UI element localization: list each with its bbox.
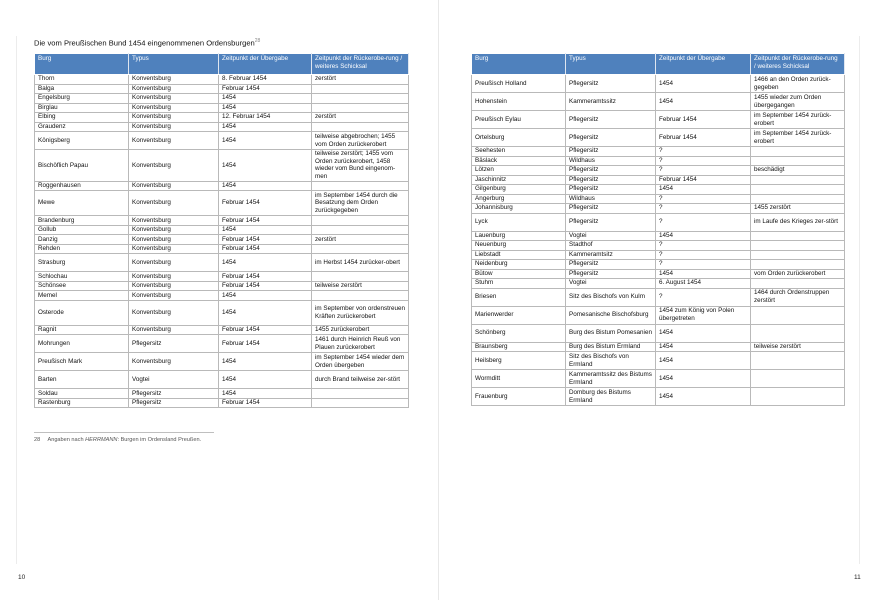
cell-typus: Konventsburg [129,84,219,94]
table-row [35,371,409,389]
cell-typus: Vogtei [566,231,656,241]
cell-burg: Preußisch Holland [472,75,566,93]
cell-schicksal: 1455 wieder zum Orden übergegangen [751,93,845,111]
cell-schicksal: im Herbst 1454 zurücker-obert [312,254,409,272]
cell-schicksal [312,103,409,113]
cell-typus: Konventsburg [129,272,219,282]
cell-uebergabe: 1454 [219,389,312,399]
table-row [472,342,845,352]
cell-uebergabe: 1454 [656,75,751,93]
table-row [35,254,409,272]
cell-uebergabe: Februar 1454 [656,111,751,129]
table-row [35,113,409,123]
cell-burg: Balga [35,84,129,94]
cell-uebergabe: 1454 [656,352,751,370]
cell-burg: Briesen [472,288,566,306]
cell-uebergabe: 1454 [219,122,312,132]
table-row [35,181,409,191]
cell-schicksal [751,156,845,166]
cell-schicksal: durch Brand teilweise zer-stört [312,371,409,389]
table-row [472,166,845,176]
cell-uebergabe: ? [656,166,751,176]
cell-typus: Kammeramtsitz [566,250,656,260]
cell-burg: Osterode [35,300,129,325]
cell-schicksal [312,225,409,235]
cell-uebergabe: ? [656,194,751,204]
cell-schicksal [312,291,409,301]
cell-burg: Bäslack [472,156,566,166]
cell-schicksal [751,147,845,157]
cell-typus: Konventsburg [129,325,219,335]
cell-typus: Pflegersitz [566,269,656,279]
table-row [472,204,845,214]
header-burg: Burg [472,54,566,75]
cell-typus: Konventsburg [129,216,219,226]
cell-typus: Konventsburg [129,181,219,191]
cell-uebergabe: 1454 [656,185,751,195]
cell-typus: Pflegersitz [129,398,219,408]
cell-burg: Gollub [35,225,129,235]
cell-typus: Kammeramtssitz [566,93,656,111]
cell-burg: Barten [35,371,129,389]
cell-typus: Pflegersitz [129,335,219,353]
cell-typus: Pflegersitz [566,129,656,147]
cell-schicksal: im Laufe des Krieges zer-stört [751,213,845,231]
table-row [472,250,845,260]
cell-uebergabe: Februar 1454 [219,244,312,254]
cell-uebergabe: 6. August 1454 [656,279,751,289]
cell-schicksal: 1455 zerstört [751,204,845,214]
cell-burg: Johannisburg [472,204,566,214]
cell-uebergabe: Februar 1454 [219,335,312,353]
cell-uebergabe: 1454 [219,132,312,150]
table-row [472,129,845,147]
cell-schicksal: zerstört [312,113,409,123]
cell-uebergabe: ? [656,250,751,260]
table-row [35,132,409,150]
cell-uebergabe: 1454 [219,371,312,389]
cell-schicksal [751,306,845,324]
header-typus: Typus [129,54,219,75]
table-row [472,185,845,195]
table-row [35,244,409,254]
cell-schicksal [312,272,409,282]
table-row [35,150,409,182]
cell-burg: Schlochau [35,272,129,282]
cell-typus: Konventsburg [129,75,219,85]
cell-schicksal: im September 1454 wieder dem Orden übergeben [312,353,409,371]
table-row [35,122,409,132]
cell-uebergabe: ? [656,288,751,306]
table-row [472,260,845,270]
cell-typus: Pflegersitz [566,204,656,214]
cell-uebergabe: Februar 1454 [219,84,312,94]
header-typus: Typus [566,54,656,75]
footnote-rule [34,432,214,433]
cell-uebergabe: 8. Februar 1454 [219,75,312,85]
cell-uebergabe: 1454 [219,353,312,371]
cell-burg: Liebstadt [472,250,566,260]
cell-uebergabe: 1454 [219,181,312,191]
cell-burg: Thorn [35,75,129,85]
footnote [34,437,201,443]
table-row [472,175,845,185]
cell-typus: Wildhaus [566,156,656,166]
cell-schicksal [312,244,409,254]
cell-typus: Pomesanische Bischofsburg [566,306,656,324]
cell-typus: Konventsburg [129,132,219,150]
page-number-right: 11 [854,574,861,581]
cell-typus: Konventsburg [129,113,219,123]
header-burg: Burg [35,54,129,75]
cell-burg: Lötzen [472,166,566,176]
cell-burg: Lauenburg [472,231,566,241]
table-row [472,111,845,129]
header-rueckeroberung: Zeitpunkt der Rückerobe-rung / weiteres Schicksal [751,54,845,75]
cell-burg: Rastenburg [35,398,129,408]
cell-uebergabe: ? [656,147,751,157]
header-rueckeroberung: Zeitpunkt der Rückerobe-rung / weiteres Schicksal [312,54,409,75]
cell-burg: Roggenhausen [35,181,129,191]
cell-uebergabe: Februar 1454 [219,398,312,408]
table-row [35,225,409,235]
cell-burg: Königsberg [35,132,129,150]
cell-uebergabe: 1454 [219,225,312,235]
cell-burg: Brandenburg [35,216,129,226]
cell-typus: Vogtei [566,279,656,289]
cell-schicksal [751,370,845,388]
cell-typus: Konventsburg [129,94,219,104]
footnote-number: 28 [34,437,41,443]
cell-schicksal [312,216,409,226]
cell-burg: Rehden [35,244,129,254]
cell-burg: Birglau [35,103,129,113]
cell-typus: Pflegersitz [566,175,656,185]
cell-uebergabe: Februar 1454 [219,191,312,216]
cell-schicksal [312,181,409,191]
table-row [35,84,409,94]
header-uebergabe: Zeitpunkt der Übergabe [656,54,751,75]
cell-typus: Burg des Bistum Ermland [566,342,656,352]
cell-schicksal [751,388,845,406]
table-row [472,231,845,241]
header-uebergabe: Zeitpunkt der Übergabe [219,54,312,75]
table-row [35,235,409,245]
cell-uebergabe: ? [656,260,751,270]
cell-schicksal [751,250,845,260]
cell-typus: Pflegersitz [566,111,656,129]
table-row [472,306,845,324]
cell-schicksal [751,324,845,342]
table-row [472,156,845,166]
cell-burg: Danzig [35,235,129,245]
cell-burg: Engelsburg [35,94,129,104]
cell-uebergabe: Februar 1454 [219,272,312,282]
cell-uebergabe: ? [656,156,751,166]
table-row [35,272,409,282]
book-spine [438,0,439,600]
cell-typus: Kammeramtssitz des Bistums Ermland [566,370,656,388]
cell-typus: Pflegersitz [566,213,656,231]
table-row [472,147,845,157]
cell-uebergabe: 1454 [219,254,312,272]
left-page-edge [16,36,17,564]
cell-typus: Pflegersitz [566,185,656,195]
cell-burg: Mewe [35,191,129,216]
cell-schicksal: zerstört [312,75,409,85]
cell-uebergabe: 1454 [656,342,751,352]
table-row [472,352,845,370]
cell-typus: Konventsburg [129,353,219,371]
cell-typus: Konventsburg [129,300,219,325]
table-row [472,288,845,306]
cell-burg: Schönsee [35,281,129,291]
cell-burg: Neidenburg [472,260,566,270]
cell-typus: Konventsburg [129,254,219,272]
page-number-left: 10 [18,574,26,581]
footnote-reference: 28 [254,38,261,44]
cell-schicksal: im September 1454 zurück-erobert [751,129,845,147]
cell-burg: Stuhm [472,279,566,289]
table-row [35,216,409,226]
cell-uebergabe: Februar 1454 [219,216,312,226]
cell-schicksal [312,94,409,104]
footnote-rest: : Burgen im Ordensland Preußen. [117,437,202,443]
cell-schicksal: zerstört [312,235,409,245]
cell-schicksal: 1455 zurückerobert [312,325,409,335]
table-row [472,93,845,111]
table-header-row [35,54,409,75]
cell-typus: Burg des Bistum Pomesanien [566,324,656,342]
cell-uebergabe: 1454 zum König von Polen übergetreten [656,306,751,324]
cell-typus: Wildhaus [566,194,656,204]
cell-uebergabe: Februar 1454 [219,235,312,245]
cell-uebergabe: Februar 1454 [219,325,312,335]
cell-typus: Domburg des Bistums Ermland [566,388,656,406]
cell-burg: Jaschinnitz [472,175,566,185]
cell-burg: Ortelsburg [472,129,566,147]
cell-schicksal: im September 1454 zurück-erobert [751,111,845,129]
castles-table-right [471,53,845,406]
table-row [472,75,845,93]
table-row [35,103,409,113]
cell-uebergabe: 1454 [656,370,751,388]
cell-schicksal [751,185,845,195]
table-caption [34,38,260,48]
table-row [472,388,845,406]
footnote-author: HERRMANN [85,437,118,443]
table-row [35,325,409,335]
cell-schicksal [312,398,409,408]
cell-typus: Konventsburg [129,103,219,113]
cell-schicksal: teilweise zerstört; 1455 vom Orden zurückerobert, 1458 wieder vom Bund eingenom-men [312,150,409,182]
cell-typus: Pflegersitz [566,260,656,270]
cell-burg: Braunsberg [472,342,566,352]
castles-table-left [34,53,409,408]
cell-schicksal: teilweise zerstört [312,281,409,291]
cell-schicksal [312,84,409,94]
cell-burg: Elbing [35,113,129,123]
cell-schicksal: 1466 an den Orden zurück-gegeben [751,75,845,93]
cell-schicksal [751,352,845,370]
cell-schicksal [751,260,845,270]
table-row [35,300,409,325]
cell-schicksal: im September von ordenstreuen Kräften zurückerobert [312,300,409,325]
cell-typus: Pflegersitz [566,75,656,93]
cell-burg: Soldau [35,389,129,399]
table-row [35,94,409,104]
cell-burg: Hohenstein [472,93,566,111]
cell-burg: Bütow [472,269,566,279]
cell-burg: Strasburg [35,254,129,272]
cell-typus: Konventsburg [129,225,219,235]
cell-typus: Konventsburg [129,244,219,254]
cell-burg: Angerburg [472,194,566,204]
cell-uebergabe: 1454 [656,231,751,241]
cell-uebergabe: Februar 1454 [656,175,751,185]
cell-uebergabe: 1454 [656,269,751,279]
table-row [35,75,409,85]
cell-typus: Konventsburg [129,122,219,132]
cell-burg: Mohrungen [35,335,129,353]
cell-uebergabe: 1454 [219,103,312,113]
cell-uebergabe: 1454 [219,94,312,104]
cell-uebergabe: 1454 [219,150,312,182]
table-header-row [472,54,845,75]
cell-uebergabe: Februar 1454 [656,129,751,147]
cell-burg: Lyck [472,213,566,231]
cell-schicksal: im September 1454 durch die Besatzung dem Orden zurückgegeben [312,191,409,216]
cell-uebergabe: ? [656,213,751,231]
cell-typus: Sitz des Bischofs von Kulm [566,288,656,306]
cell-burg: Marienwerder [472,306,566,324]
table-row [35,291,409,301]
cell-schicksal: 1464 durch Ordenstruppen zerstört [751,288,845,306]
cell-typus: Sitz des Bischofs von Ermland [566,352,656,370]
table-row [35,398,409,408]
cell-typus: Pflegersitz [566,166,656,176]
cell-schicksal [751,241,845,251]
cell-burg: Preußisch Mark [35,353,129,371]
cell-schicksal: teilweise zerstört [751,342,845,352]
cell-uebergabe: 12. Februar 1454 [219,113,312,123]
cell-typus: Vogtei [129,371,219,389]
cell-burg: Memel [35,291,129,301]
cell-burg: Bischöflich Papau [35,150,129,182]
table-row [35,353,409,371]
right-page-edge [859,36,860,564]
cell-typus: Konventsburg [129,291,219,301]
cell-burg: Wormditt [472,370,566,388]
cell-uebergabe: 1454 [656,324,751,342]
cell-burg: Seehesten [472,147,566,157]
cell-uebergabe: 1454 [656,388,751,406]
cell-typus: Konventsburg [129,235,219,245]
cell-schicksal: teilweise abgebrochen; 1455 vom Orden zurückerobert [312,132,409,150]
table-row [35,191,409,216]
cell-burg: Graudenz [35,122,129,132]
cell-typus: Konventsburg [129,150,219,182]
cell-uebergabe: 1454 [219,300,312,325]
table-row [35,281,409,291]
cell-burg: Gilgenburg [472,185,566,195]
cell-uebergabe: Februar 1454 [219,281,312,291]
cell-schicksal: beschädigt [751,166,845,176]
footnote-prefix: Angaben nach [47,437,84,443]
cell-burg: Preußisch Eylau [472,111,566,129]
cell-typus: Konventsburg [129,191,219,216]
cell-schicksal [751,231,845,241]
table-row [35,389,409,399]
table-row [472,279,845,289]
cell-schicksal: 1461 durch Heinrich Reuß von Plauen zurückerobert [312,335,409,353]
cell-schicksal [751,279,845,289]
table-row [472,241,845,251]
cell-burg: Frauenburg [472,388,566,406]
table-row [472,194,845,204]
cell-burg: Neuenburg [472,241,566,251]
cell-uebergabe: 1454 [656,93,751,111]
table-row [472,269,845,279]
cell-schicksal [312,389,409,399]
cell-typus: Konventsburg [129,281,219,291]
cell-uebergabe: ? [656,204,751,214]
cell-typus: Pflegersitz [129,389,219,399]
cell-burg: Schönberg [472,324,566,342]
cell-schicksal [751,194,845,204]
table-row [472,213,845,231]
cell-schicksal: vom Orden zurückerobert [751,269,845,279]
cell-uebergabe: 1454 [219,291,312,301]
table-row [472,324,845,342]
cell-typus: Stadthof [566,241,656,251]
cell-burg: Heilsberg [472,352,566,370]
caption-text: Die vom Preußischen Bund 1454 eingenommenen Ordensburgen [34,38,255,48]
table-row [35,335,409,353]
table-row [472,370,845,388]
cell-schicksal [312,122,409,132]
cell-burg: Ragnit [35,325,129,335]
cell-uebergabe: ? [656,241,751,251]
cell-schicksal [751,175,845,185]
cell-typus: Pflegersitz [566,147,656,157]
